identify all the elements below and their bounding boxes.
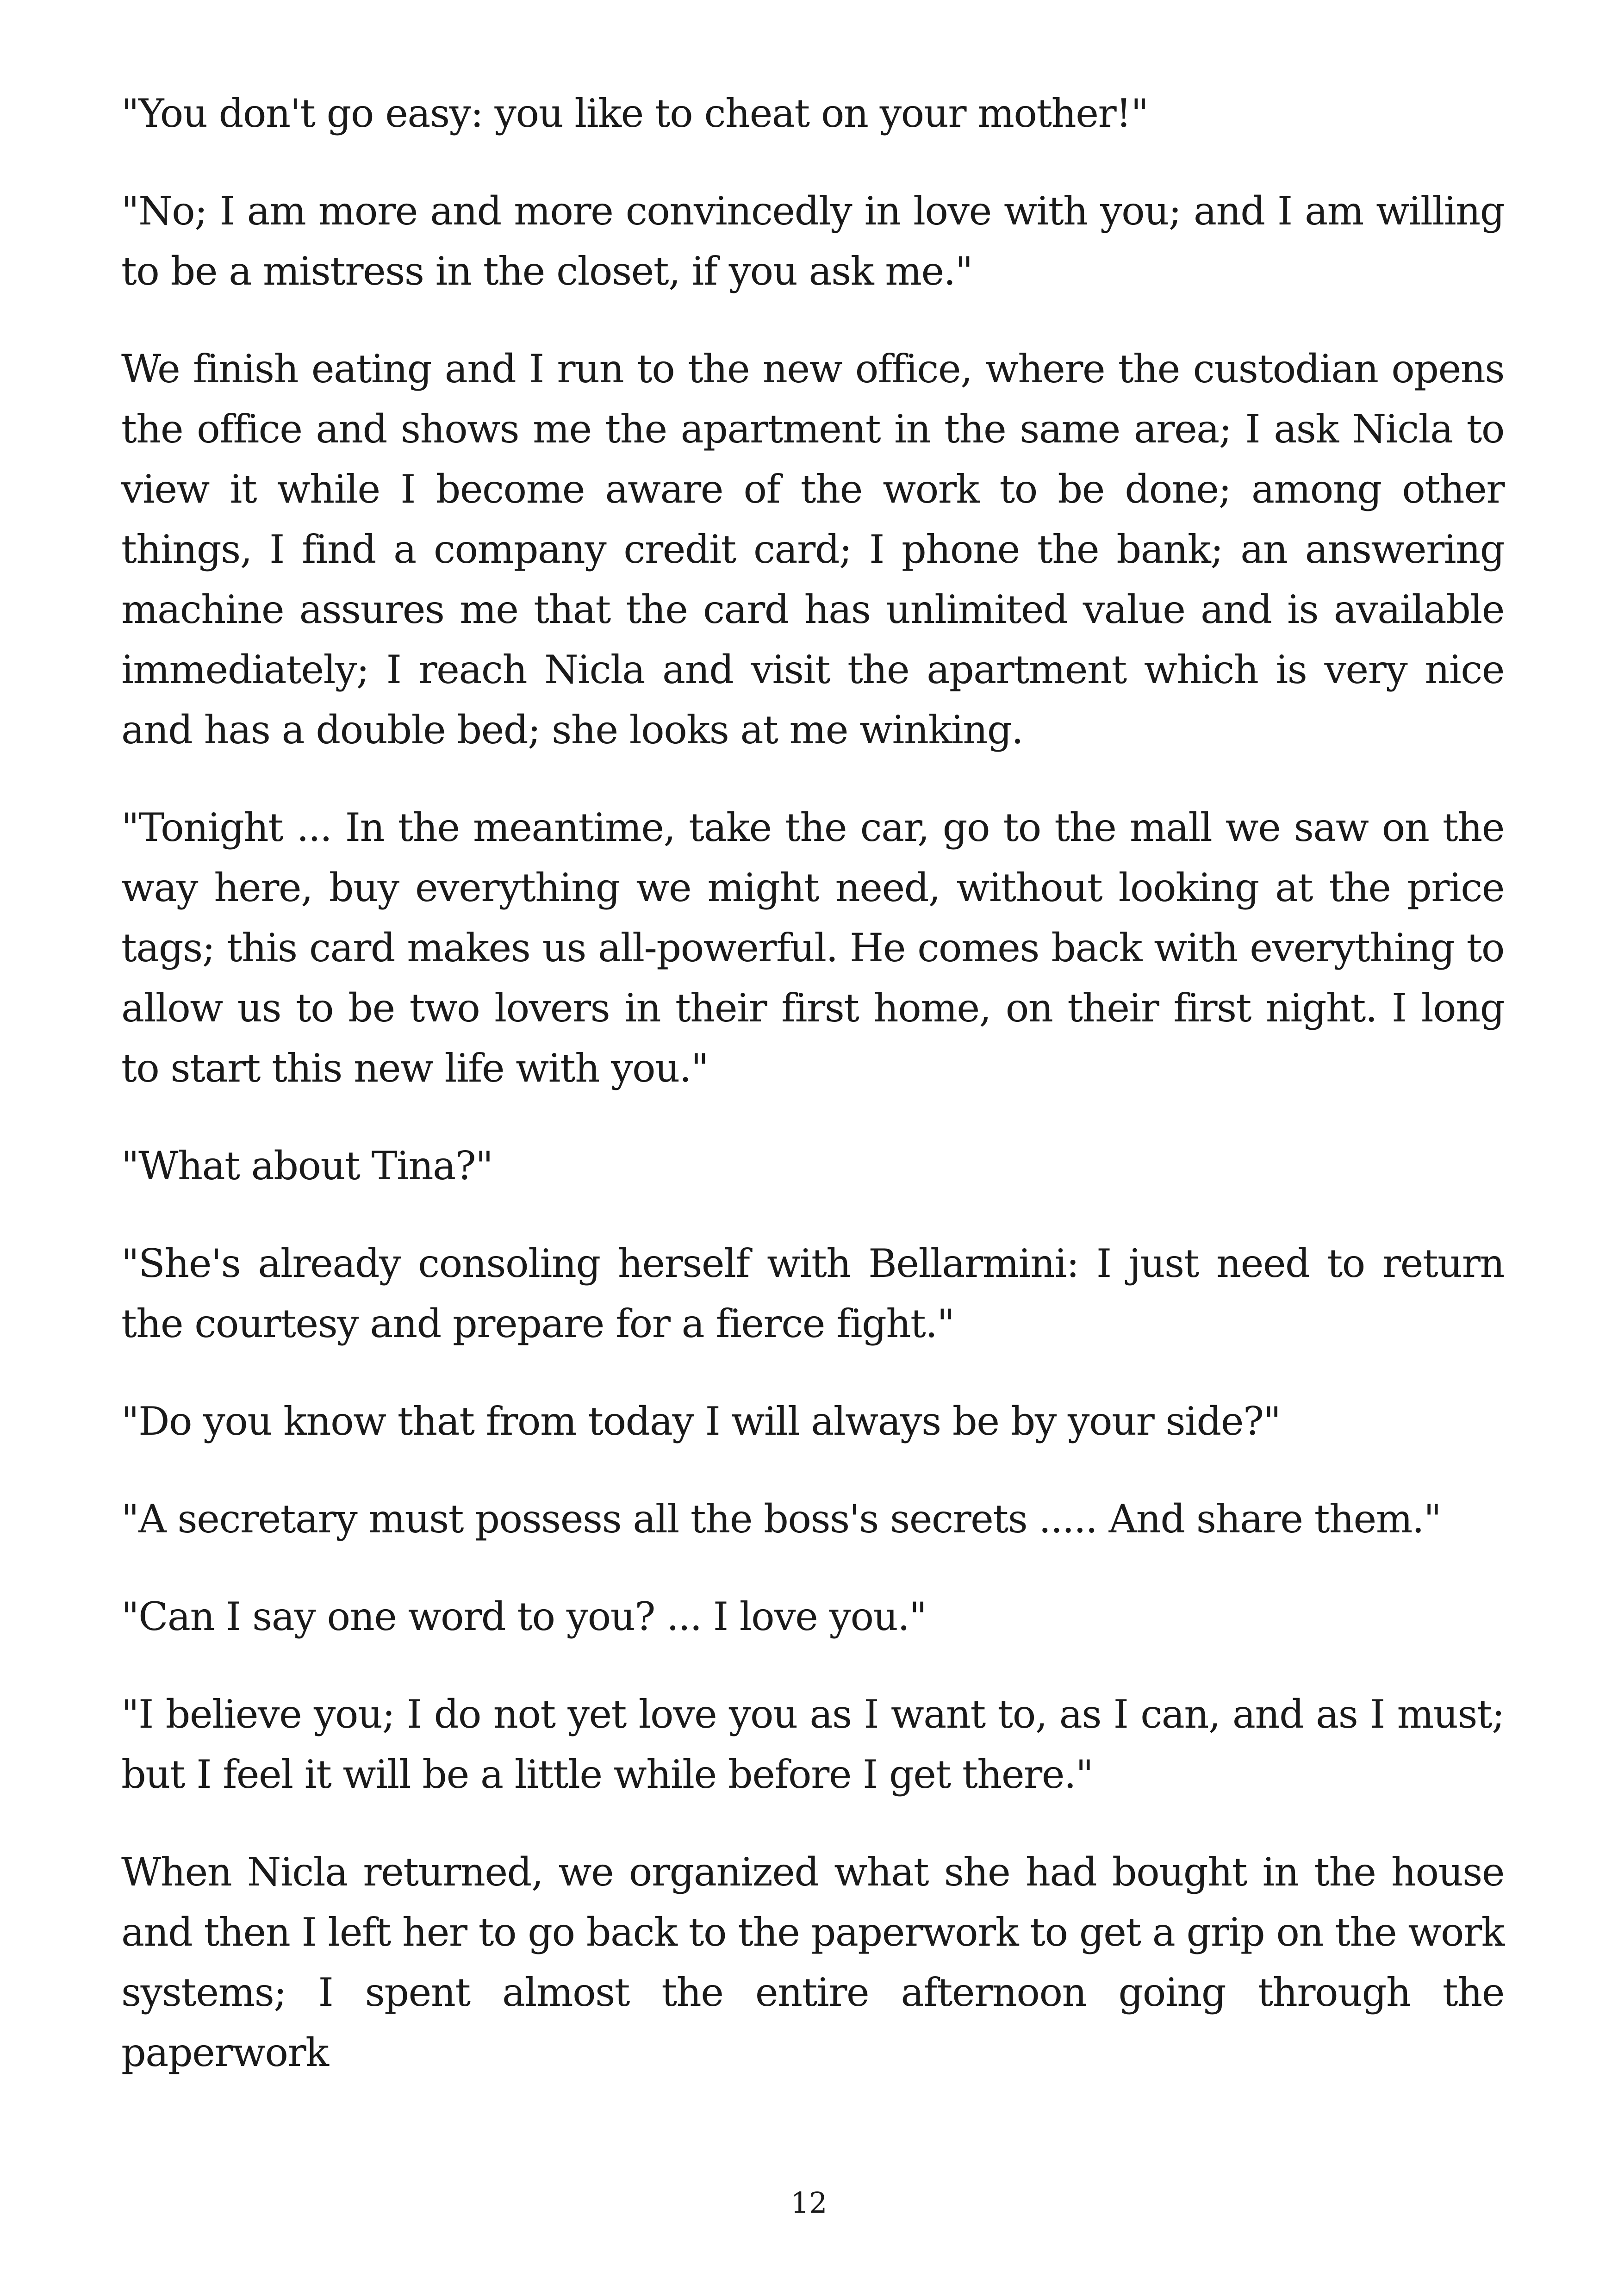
paragraph: "Do you know that from today I will always be by your side?" xyxy=(121,1399,1281,1444)
paragraph: When Nicla returned, we organized what she had bought in the house and then I left her to go back to the paperwork to get a grip on the work systems; I spent almost the entire afternoon going through the paperwork xyxy=(121,1849,1504,2075)
paragraph: "No; I am more and more convincedly in love with you; and I am willing to be a mistress in the closet, if you ask me." xyxy=(121,188,1504,294)
paragraph: "What about Tina?" xyxy=(121,1143,493,1188)
paragraph: "You don't go easy: you like to cheat on your mother!" xyxy=(121,91,1148,136)
paragraph: "Tonight ... In the meantime, take the car, go to the mall we saw on the way here, buy everything we might need, without looking at the price tags; this card makes us all-powerful. He comes back with everything to allow us to be two lovers in their first home, on their first night. I long to start this new life with you." xyxy=(121,805,1504,1091)
paragraph: We finish eating and I run to the new office, where the custodian opens the office and shows me the apartment in the same area; I ask Nicla to view it while I become aware of the work to be done; among other things, I find a company credit card; I phone the bank; an answering machine assures me that the card has unlimited value and is available immediately; I reach Nicla and visit the apartment which is very nice and has a double bed; she looks at me winking. xyxy=(121,346,1504,753)
paragraph: "She's already consoling herself with Bellarmini: I just need to return the courtesy and prepare for a fierce fight." xyxy=(121,1241,1504,1346)
paragraph: "A secretary must possess all the boss's secrets ..... And share them." xyxy=(121,1496,1441,1542)
paragraph: "I believe you; I do not yet love you as I want to, as I can, and as I must; but I feel it will be a little while before I get there." xyxy=(121,1692,1504,1797)
page-body xyxy=(121,83,1504,2120)
paragraph: "Can I say one word to you? ... I love you." xyxy=(121,1594,927,1639)
page-number: 12 xyxy=(790,2186,828,2220)
